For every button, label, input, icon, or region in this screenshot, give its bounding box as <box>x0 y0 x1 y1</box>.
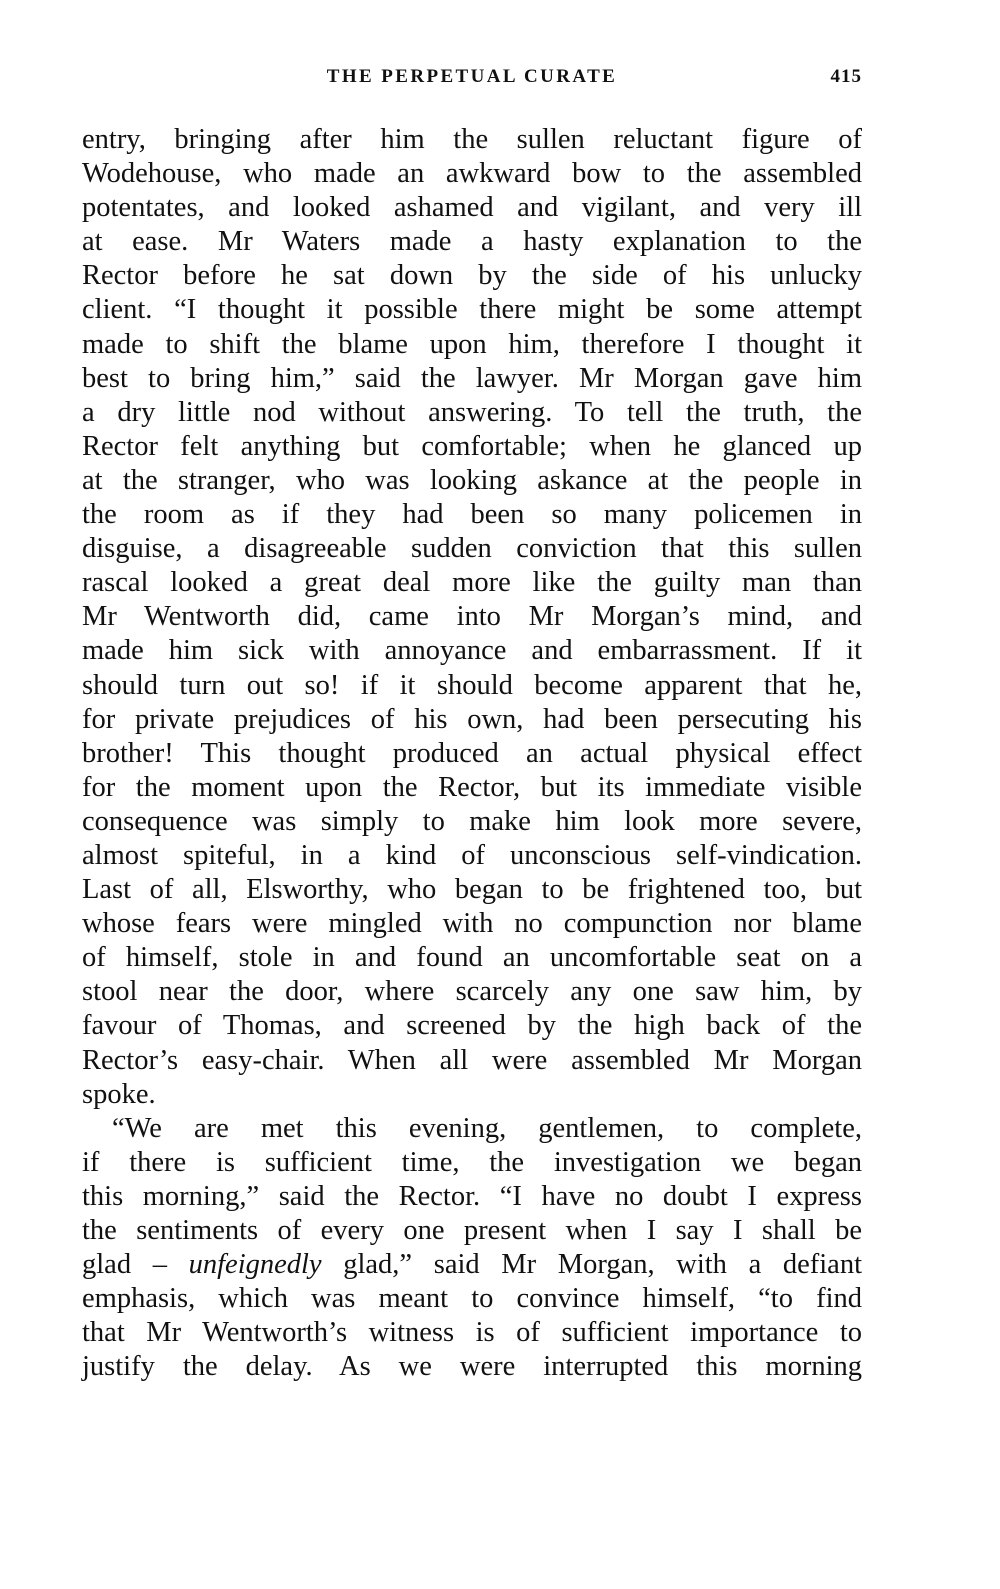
text-line: emphasis, which was meant to convince himself, “to find <box>82 1283 862 1315</box>
text-line-with-emphasis <box>82 1248 862 1282</box>
text-line: at ease. Mr Waters made a hasty explanation to the <box>82 226 862 258</box>
text-line: of himself, stole in and found an uncomfortable seat on a <box>82 942 862 974</box>
page-number: 415 <box>830 66 862 87</box>
text-line: Rector before he sat down by the side of his unlucky <box>82 260 862 292</box>
text-line: almost spiteful, in a kind of unconscious self-vindication. <box>82 839 862 871</box>
text-line: Rector felt anything but comfortable; when he glanced up <box>82 430 862 462</box>
text-line: Mr Wentworth did, came into Mr Morgan’s mind, and <box>82 601 862 633</box>
text-line: a dry little nod without answering. To tell the truth, the <box>82 396 862 428</box>
text-line: for private prejudices of his own, had been persecuting his <box>82 703 862 735</box>
text-line: entry, bringing after him the sullen reluctant figure of <box>82 124 862 155</box>
italic-emphasis: unfeignedly <box>188 1249 322 1281</box>
text-line: for the moment upon the Rector, but its immediate visible <box>82 771 862 803</box>
text-line: brother! This thought produced an actual physical effect <box>82 737 862 769</box>
text-line: Wodehouse, who made an awkward bow to the assembled <box>82 158 862 190</box>
paragraph-first-line: “We are met this evening, gentlemen, to complete, <box>112 1112 862 1144</box>
text-line: Last of all, Elsworthy, who began to be frightened too, but <box>82 874 862 906</box>
text-line: rascal looked a great deal more like the guilty man than <box>82 567 862 599</box>
text-line: favour of Thomas, and screened by the high back of the <box>82 1010 862 1042</box>
text-line: justify the delay. As we were interrupted this morning <box>82 1351 862 1383</box>
text-segment: glad,” said Mr Morgan, with a defiant <box>321 1249 862 1281</box>
text-line: disguise, a disagreeable sudden conviction that this sullen <box>82 533 862 565</box>
text-line: this morning,” said the Rector. “I have no doubt I express <box>82 1180 862 1212</box>
running-title: THE PERPETUAL CURATE <box>326 66 618 87</box>
text-line: stool near the door, where scarcely any one saw him, by <box>82 976 862 1008</box>
paragraph-last-line: spoke. <box>82 1078 156 1110</box>
text-line: whose fears were mingled with no compunction nor blame <box>82 908 862 940</box>
text-line: potentates, and looked ashamed and vigilant, and very ill <box>82 192 862 224</box>
text-line: that Mr Wentworth’s witness is of sufficient importance to <box>82 1317 862 1349</box>
text-segment: glad – <box>82 1249 189 1281</box>
text-line: client. “I thought it possible there might be some attempt <box>82 294 862 326</box>
text-line: made to shift the blame upon him, therefore I thought it <box>82 328 862 360</box>
text-line: best to bring him,” said the lawyer. Mr Morgan gave him <box>82 362 862 394</box>
text-line: should turn out so! if it should become apparent that he, <box>82 669 862 701</box>
text-line: at the stranger, who was looking askance at the people in <box>82 464 862 496</box>
running-header <box>82 66 862 96</box>
text-line: Rector’s easy-chair. When all were assembled Mr Morgan <box>82 1044 862 1076</box>
text-line: the sentiments of every one present when I say I shall be <box>82 1215 862 1246</box>
text-line: consequence was simply to make him look more severe, <box>82 805 862 837</box>
text-line: if there is sufficient time, the investigation we began <box>82 1146 862 1178</box>
body-text <box>82 123 862 1384</box>
text-line: made him sick with annoyance and embarrassment. If it <box>82 635 862 667</box>
text-line: the room as if they had been so many policemen in <box>82 499 862 531</box>
